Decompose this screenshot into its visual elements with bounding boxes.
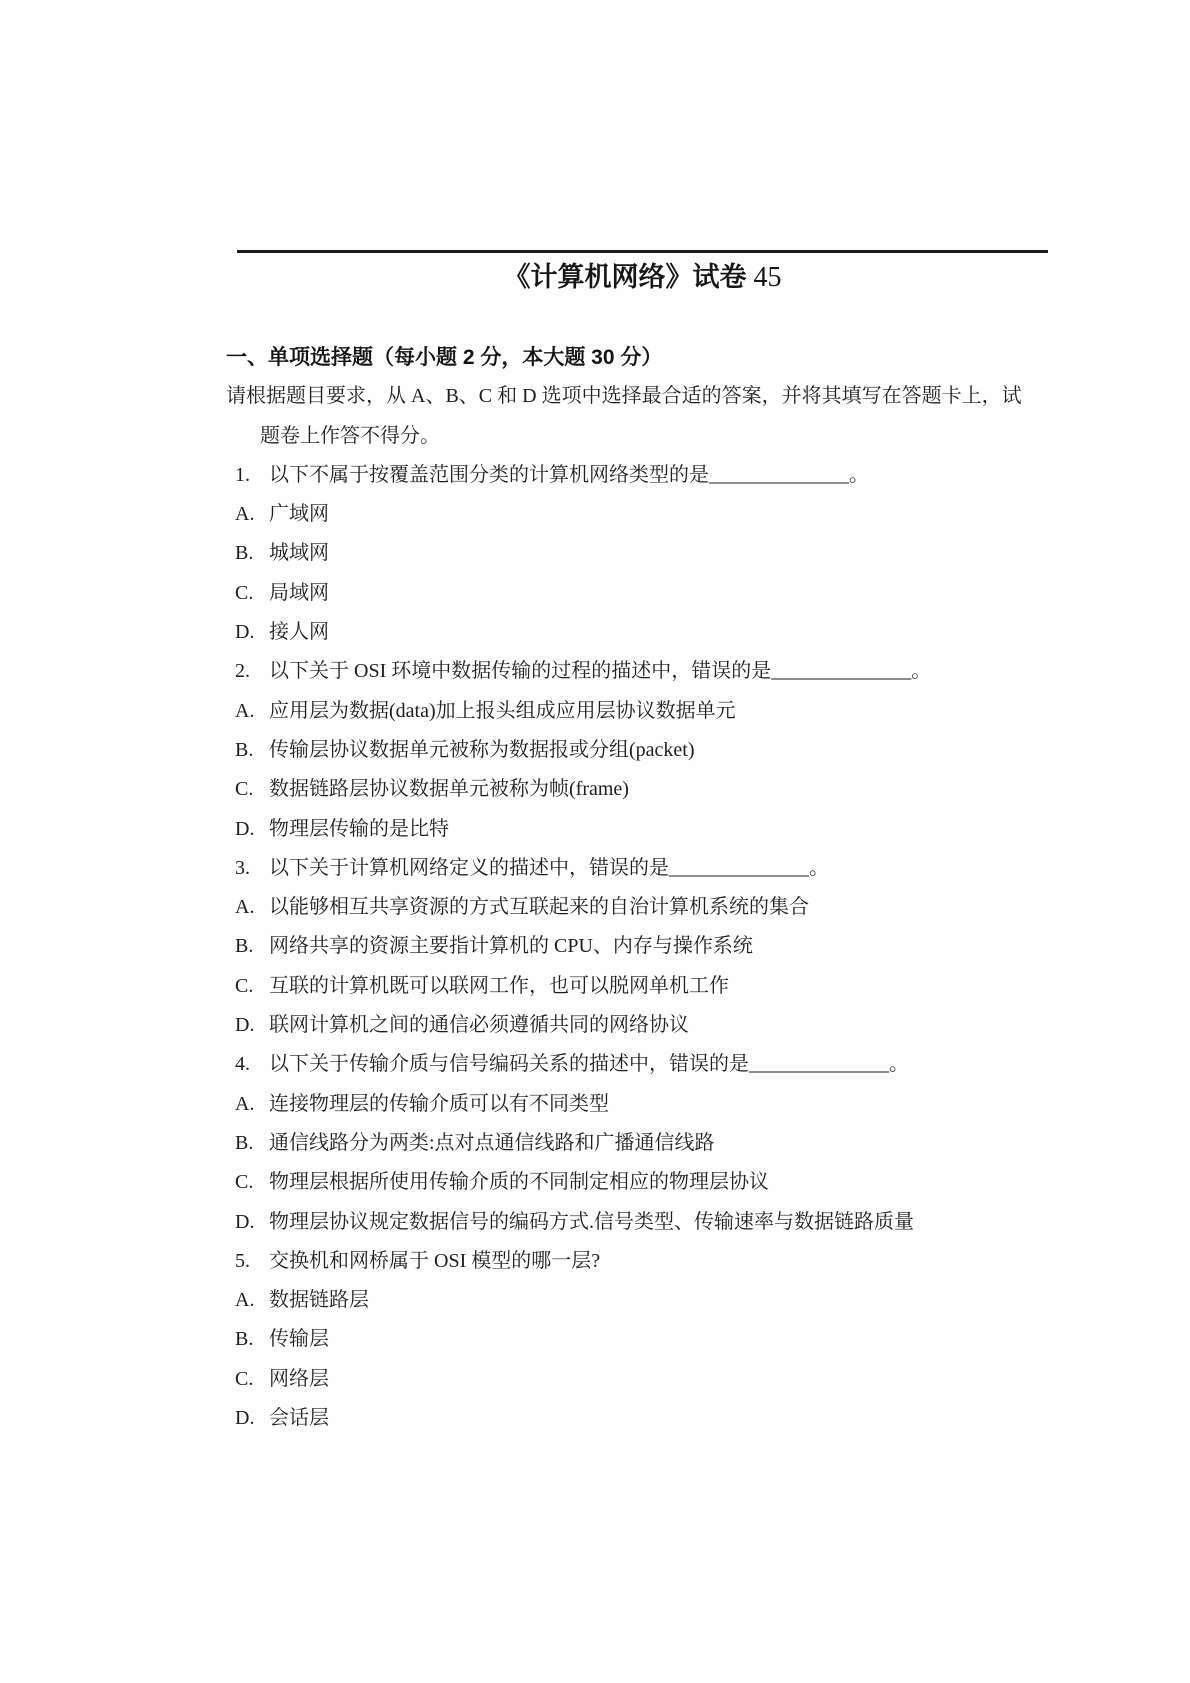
question-4-option-d — [226, 1203, 1056, 1242]
question-1-option-b — [226, 534, 1056, 573]
option-letter: D. — [235, 1014, 255, 1037]
question-2-text: 以下关于 OSI 环境中数据传输的过程的描述中，错误的是______________。 — [269, 660, 932, 683]
question-5-number: 5. — [235, 1249, 250, 1272]
option-text: 物理层协议规定数据信号的编码方式.信号类型、传输速率与数据链路质量 — [269, 1210, 914, 1233]
question-2-option-a — [226, 692, 1056, 731]
exam-content — [226, 338, 1056, 1438]
option-letter: B. — [235, 1328, 254, 1351]
option-letter: A. — [235, 503, 255, 526]
instruction-line-2: 题卷上作答不得分。 — [260, 424, 440, 447]
option-letter: B. — [235, 542, 254, 565]
option-text: 城域网 — [269, 542, 329, 565]
question-2-number: 2. — [235, 660, 250, 683]
question-1-stem — [226, 456, 1056, 495]
option-letter: D. — [235, 621, 255, 644]
question-3-stem — [226, 849, 1056, 888]
question-3-number: 3. — [235, 856, 250, 879]
option-letter: C. — [235, 778, 254, 801]
question-3-option-a — [226, 888, 1056, 927]
question-4-text: 以下关于传输介质与信号编码关系的描述中，错误的是______________。 — [269, 1053, 909, 1076]
option-text: 物理层传输的是比特 — [269, 817, 449, 840]
option-text: 数据链路层 — [269, 1289, 369, 1312]
option-text: 互联的计算机既可以联网工作，也可以脱网单机工作 — [269, 974, 729, 997]
question-3-option-b — [226, 927, 1056, 966]
question-5-stem — [226, 1242, 1056, 1281]
question-2-option-d — [226, 810, 1056, 849]
option-text: 通信线路分为两类:点对点通信线路和广播通信线路 — [269, 1131, 715, 1154]
option-letter: C. — [235, 1171, 254, 1194]
question-4-option-c — [226, 1163, 1056, 1202]
header-rule — [237, 250, 1048, 253]
question-3-text: 以下关于计算机网络定义的描述中，错误的是______________。 — [269, 856, 829, 879]
option-text: 网络共享的资源主要指计算机的 CPU、内存与操作系统 — [269, 935, 753, 958]
question-4-option-a — [226, 1085, 1056, 1124]
option-text: 数据链路层协议数据单元被称为帧(frame) — [269, 778, 629, 801]
question-5-option-d — [226, 1399, 1056, 1438]
option-text: 应用层为数据(data)加上报头组成应用层协议数据单元 — [269, 699, 736, 722]
option-text: 局域网 — [269, 581, 329, 604]
option-letter: A. — [235, 1092, 255, 1115]
question-1-option-a — [226, 495, 1056, 534]
question-3-option-d — [226, 1006, 1056, 1045]
option-text: 联网计算机之间的通信必须遵循共同的网络协议 — [269, 1014, 689, 1037]
option-text: 以能够相互共享资源的方式互联起来的自治计算机系统的集合 — [269, 896, 809, 919]
option-letter: B. — [235, 935, 254, 958]
instruction-line-1: 请根据题目要求，从 A、B、C 和 D 选项中选择最合适的答案，并将其填写在答题卡上，试 — [226, 385, 1022, 408]
question-5-option-a — [226, 1281, 1056, 1320]
option-text: 网络层 — [269, 1367, 329, 1390]
question-2-stem — [226, 652, 1056, 691]
option-text: 传输层 — [269, 1328, 329, 1351]
question-2-option-c — [226, 770, 1056, 809]
page-title-text: 《计算机网络》试卷 — [503, 262, 747, 292]
paper-number: 45 — [753, 262, 782, 293]
question-1-text: 以下不属于按覆盖范围分类的计算机网络类型的是______________。 — [269, 463, 869, 486]
option-letter: B. — [235, 738, 254, 761]
question-1-number: 1. — [235, 463, 250, 486]
page-title — [237, 257, 1048, 298]
option-letter: A. — [235, 699, 255, 722]
option-letter: D. — [235, 817, 255, 840]
option-text: 传输层协议数据单元被称为数据报或分组(packet) — [269, 738, 695, 761]
question-1-option-d — [226, 613, 1056, 652]
option-letter: C. — [235, 974, 254, 997]
question-1-option-c — [226, 574, 1056, 613]
question-4-stem — [226, 1045, 1056, 1084]
option-text: 广域网 — [269, 503, 329, 526]
question-5-text: 交换机和网桥属于 OSI 模型的哪一层? — [269, 1249, 601, 1272]
option-letter: C. — [235, 581, 254, 604]
option-letter: D. — [235, 1210, 255, 1233]
section-heading: 一、单项选择题（每小题 2 分，本大题 30 分） — [226, 346, 663, 369]
option-letter: B. — [235, 1131, 254, 1154]
question-2-option-b — [226, 731, 1056, 770]
option-text: 连接物理层的传输介质可以有不同类型 — [269, 1092, 609, 1115]
option-letter: A. — [235, 1289, 255, 1312]
question-3-option-c — [226, 967, 1056, 1006]
question-5-option-b — [226, 1320, 1056, 1359]
option-text: 物理层根据所使用传输介质的不同制定相应的物理层协议 — [269, 1171, 769, 1194]
option-text: 会话层 — [269, 1407, 329, 1430]
question-4-option-b — [226, 1124, 1056, 1163]
option-text: 接人网 — [269, 621, 329, 644]
option-letter: A. — [235, 896, 255, 919]
question-5-option-c — [226, 1360, 1056, 1399]
option-letter: D. — [235, 1407, 255, 1430]
option-letter: C. — [235, 1367, 254, 1390]
question-4-number: 4. — [235, 1053, 250, 1076]
